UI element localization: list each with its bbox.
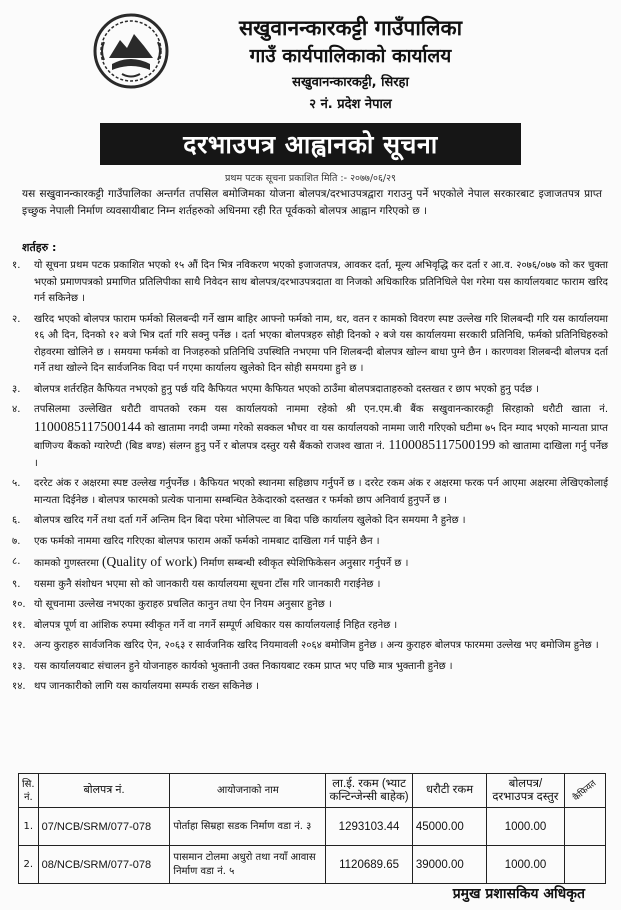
term-number: १३. (12, 660, 26, 672)
term-number: १. (12, 260, 21, 271)
term-text-part: को खातामा नगदी जम्मा गरेको सक्कल भौचर वा यस कार्यालयको नाममा जारी गरिएको घटीमा ७५ दिन म्याद भएको मान्यता प्राप्त बाणिज्य बैंकको ग्यारेण्टी (बिड बण्ड) संलग्न हुनु पर्ने र बोलपत्र दस्तुर यसै बैंकको राजश्व खाता नं. (34, 422, 608, 452)
deposit-account-number: 1100085117500144 (34, 418, 141, 434)
term-item (8, 312, 608, 378)
term-number: १०. (12, 599, 26, 610)
term-text (34, 402, 608, 472)
term-text: यस कार्यालयबाट संचालन हुने योजनाहरु कार्यको भुक्तानी उक्त निकायबाट रकम प्राप्त भए पछि मात्र भुक्तानी हुनेछ । (34, 660, 453, 672)
term-text-part: तपसिलमा उल्लेखित धरौटी वापतको रकम यस कार्यालयको नाममा रहेको श्री एन.एम.बी बैंक सखुवानन्कारकट्टी सिरहाको धरौटी खाता नं. (34, 404, 608, 415)
term-text-part: कामको गुणस्तरमा (34, 558, 99, 569)
term-text: बोलपत्र पूर्ण वा आंशिक रुपमा स्वीकृत गर्ने वा नगर्ने सम्पूर्ण अधिकार यस कार्यालयलाई निहित रहनेछ । (34, 619, 398, 631)
signatory-title: प्रमुख प्रशासकिय अधिकृत (452, 886, 585, 902)
header-project-name: आयोजनाको नाम (170, 774, 326, 808)
term-item (8, 513, 608, 530)
terms-list (8, 258, 608, 700)
term-text: दररेट अंक र अक्षरमा स्पष्ट उल्लेख गर्नुपर्नेछ । कैफियत भएको स्थानमा सहिछाप गर्नुपर्ने छ । दररेट रकम अंक र अक्षरमा फरक पर्न आएमा अक्षरमा लेखिएकोलाई मान्यता दिईनेछ । बोलपत्र फारमको प्रत्येक पानामा सम्बन्धित ठेकेदारको दस्तखत र फर्मको छाप अनिवार्य हुनुपर्ने छ । (34, 478, 608, 506)
notice-title-banner: दरभाउपत्र आह्वानको सूचना (100, 123, 521, 165)
term-text: बोलपत्र शर्तरहित कैफियत नभएको हुनु पर्छ यदि कैफियत भएमा कैफियत भएको ठाउँमा बोलपत्रदाताहरुको दस्तखत र छाप भएको हुनु पर्दछ । (34, 383, 540, 395)
cell-project-name: पासमान टोलमा अधुरो तथा नयाँ आवास निर्माण वडा नं. ५ (170, 846, 326, 884)
term-item (8, 659, 608, 676)
remarks-label: कैफियत (571, 778, 598, 803)
term-item (8, 534, 608, 551)
term-number: २. (12, 313, 21, 325)
term-text: एक फर्मको नाममा खरिद गरिएका बोलपत्र फाराम अर्को फर्मको नामबाट दाखिला गर्न पाईने छैन । (34, 535, 380, 547)
cell-bid-number: 08/NCB/SRM/077-078 (38, 846, 170, 884)
term-number: ५. (12, 478, 21, 489)
term-item (8, 618, 608, 635)
cell-serial: 1. (19, 808, 39, 846)
cell-remarks (564, 846, 605, 884)
header-serial: सि. नं. (19, 774, 39, 808)
table-row (19, 846, 606, 884)
term-text-part: को खातामा दाखिला गर्नु पर्नेछ । (34, 441, 609, 469)
term-text: बोलपत्र खरिद गर्ने तथा दर्ता गर्ने अन्तिम दिन बिदा परेमा भोलिपल्ट वा बिदा पछि कार्यालय खुलेको दिन समयमा नै हुनेछ । (34, 515, 466, 526)
term-item (8, 402, 608, 472)
quality-of-work-text: (Quality of work) (102, 554, 198, 569)
term-item (8, 476, 608, 509)
cell-deposit: 39000.00 (412, 846, 486, 884)
office-name: गाउँ कार्यपालिकाको कार्यालय (249, 45, 452, 67)
term-item (8, 554, 608, 573)
cell-estimate: 1293103.44 (326, 808, 413, 846)
term-number: ११. (12, 619, 26, 631)
term-number: १२. (12, 640, 26, 651)
municipality-name: सखुवानन्कारकट्टी गाउँपालिका (238, 16, 463, 40)
term-number: ३. (12, 383, 21, 395)
term-text: अन्य कुराहरु सार्वजनिक खरिद ऐन, २०६३ र सार्वजनिक खरिद नियमावली २०६४ बमोजिम हुनेछ । अन्य कुराहरु बोलपत्र फारममा उल्लेख भए बमोजिम हुनेछ । (34, 640, 599, 651)
publication-date: प्रथम पटक सूचना प्रकाशित मिति :- २०७७/०६/२९ (224, 173, 396, 184)
term-item (8, 638, 608, 655)
header-bid-number: बोलपत्र नं. (38, 774, 170, 808)
bid-schedule-table (18, 773, 606, 884)
province-name: २ नं. प्रदेश नेपाल (309, 97, 392, 112)
term-text: यो सूचनामा उल्लेख नभएका कुराहरु प्रचलित कानुन तथा ऐन नियम अनुसार हुनेछ । (34, 599, 332, 610)
cell-estimate: 1120689.65 (326, 846, 413, 884)
intro-paragraph: यस सखुवानन्कारकट्टी गाउँपालिका अन्तर्गत तपसिल बमोजिमका योजना बोलपत्र/दरभाउपत्रद्वारा गराउनु पर्ने भएकोले नेपाल सरकारबाट इजाजतपत्र प्राप्त इच्छुक नेपाली निर्माण व्यवसायीबाट निम्न शर्तहरुको अधिनमा रही रित पूर्वकको बोलपत्र आह्वान गरिएको छ । (22, 188, 602, 217)
cell-bid-number: 07/NCB/SRM/077-078 (38, 808, 170, 846)
header-bid-fee: बोलपत्र/ दरभाउपत्र दस्तुर (487, 774, 564, 808)
term-text: थप जानकारीको लागि यस कार्यालयमा सम्पर्क राख्न सकिनेछ । (34, 681, 260, 692)
term-item (8, 679, 608, 696)
term-item (8, 258, 608, 308)
terms-heading: शर्तहरु : (22, 241, 57, 254)
term-text: यो सूचना प्रथम पटक प्रकाशित भएको १५ औं दिन भित्र नविकरण भएको इजाजतपत्र, आवकर दर्ता, मूल्य अभिवृद्धि कर दर्ता र आ.व. २०७६/०७७ को कर चुक्ता भएको प्रमाणपत्रको प्रमाणित प्रतिलिपीका साथै निवेदन साथ बोलपत्र/दरभाउपत्रदाता वा निजको अधिकारिक प्रतिनिधिले पेश गरेमा यस कार्यालयबाट फाराम खरिद गर्न सकिनेछ । (34, 260, 608, 304)
term-item (8, 577, 608, 594)
office-address: सखुवानन्कारकट्टी, सिरहा (292, 75, 409, 90)
cell-remarks (564, 808, 605, 846)
term-text (34, 554, 608, 573)
table-header-row (19, 774, 606, 808)
term-text: खरिद भएको बोलपत्र फाराम फर्मको सिलबन्दी गर्ने खाम बाहिर आफ्नो फर्मको नाम, थर, वतन र कामको विवरण स्पष्ट उल्लेख गरि शिलबन्दी गरि यस कार्यालयमा १६ औ दिन, दिनको १२ बजे भित्र दर्ता गरि सक्नु पर्नेछ । दर्ता भएका बोलपत्रहरु सोही दिनको २ बजे यस कार्यालयमा सरकारी प्रतिनिधि, फर्मको प्रतिनिधिहरुको रोहवरमा खोलिने छ । समयमा फर्मको वा निजहरुको प्रतिनिधि उपस्थिति नभएमा पनि शिलबन्दी बोलपत्र खोल्न बाधा पुग्ने छैन । कारणवश शिलबन्दी बोलपत्र दर्ता गर्ने तथा खोल्ने दिन सार्वजनिक विदा पर्न गएमा कार्यालय खुलेको दिन सोही समयमा हुने छ । (34, 313, 608, 374)
term-text-part: निर्माण सम्बन्धी स्वीकृत स्पेशिफिकेसन अनुसार गर्नुपर्ने छ । (200, 558, 409, 569)
header-remarks (564, 774, 605, 808)
cell-deposit: 45000.00 (412, 808, 486, 846)
term-number: ४. (12, 404, 21, 415)
cell-bid-fee: 1000.00 (487, 808, 564, 846)
cell-project-name: पोर्ताहा सिम्रहा सडक निर्माण वडा नं. ३ (170, 808, 326, 846)
term-number: १४. (12, 681, 26, 692)
cell-bid-fee: 1000.00 (487, 846, 564, 884)
term-item (8, 382, 608, 399)
revenue-account-number: 1100085117500199 (388, 437, 496, 452)
term-item (8, 597, 608, 614)
cell-serial: 2. (19, 846, 39, 884)
table-row (19, 808, 606, 846)
term-number: ७. (12, 535, 21, 547)
term-number: ८. (12, 556, 21, 567)
term-number: ६. (12, 515, 21, 526)
header-deposit: धरौटी रकम (412, 774, 486, 808)
term-number: ९. (12, 578, 21, 590)
header-estimate: ला.ई. रकम (भ्याट कन्टिन्जेन्सी बाहेक) (326, 774, 413, 808)
term-text: यसमा कुनै संशोधन भएमा सो को जानकारी यस कार्यालयमा सूचना टाँस गरि जानकारी गराईनेछ । (34, 578, 381, 590)
